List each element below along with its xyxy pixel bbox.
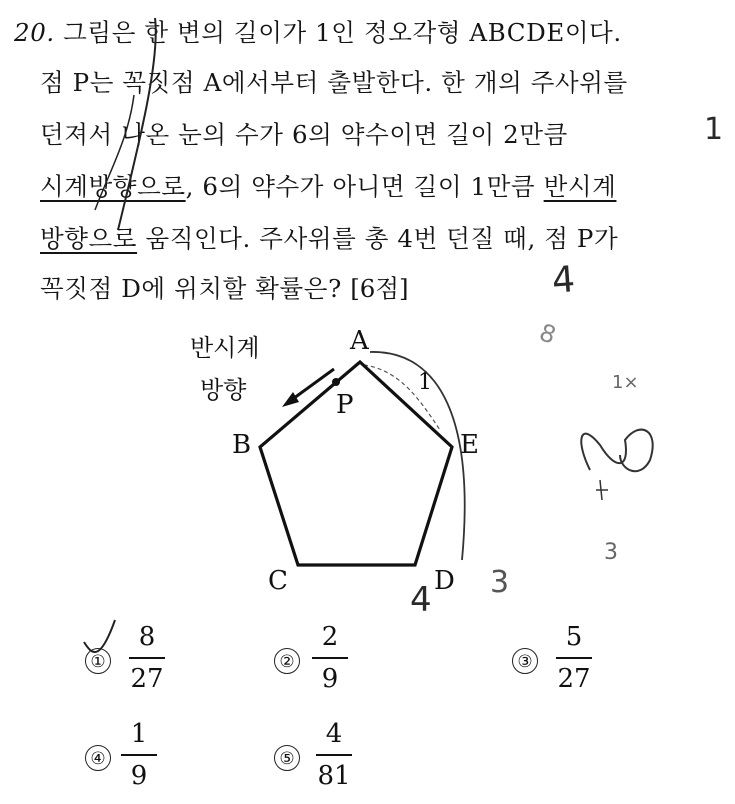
- handwritten-scribble: [581, 430, 652, 472]
- choice-2-mark: ②: [274, 648, 300, 674]
- choice-4-numerator: 1: [130, 719, 148, 749]
- choice-5-fraction: [314, 719, 354, 791]
- choice-2-numerator: 2: [321, 622, 339, 652]
- vertex-a-label: A: [350, 326, 369, 356]
- fraction-bar: [556, 657, 592, 659]
- fraction-bar: [129, 657, 165, 659]
- direction-label-1: 반시계: [190, 334, 260, 362]
- handwritten-margin-1: 1: [704, 112, 724, 147]
- direction-arrow-line: [290, 369, 334, 401]
- choice-1-mark: ①: [85, 648, 111, 674]
- question-line-2: 점 P는 꼭짓점 A에서부터 출발한다. 한 개의 주사위를: [40, 68, 628, 97]
- fraction-bar: [312, 657, 348, 659]
- choice-5-mark: ⑤: [274, 745, 300, 771]
- choice-2-fraction: [310, 622, 350, 694]
- points-label: [6점]: [350, 274, 409, 303]
- choice-5-denominator: 81: [317, 761, 351, 791]
- clockwise-underlined: 시계방향으로: [40, 172, 186, 201]
- question-text-1: 그림은 한 변의 길이가 1인 정오각형 ABCDE이다.: [63, 18, 622, 47]
- point-p-label: P: [336, 390, 354, 420]
- direction-label-2: 방향: [200, 376, 247, 404]
- choice-3-denominator: 27: [557, 664, 591, 694]
- choice-4-denominator: 9: [130, 761, 148, 791]
- vertex-b-label: B: [232, 430, 252, 460]
- side-length-label: 1: [418, 370, 432, 395]
- choice-1-numerator: 8: [138, 622, 156, 652]
- choice-4-mark: ④: [85, 745, 111, 771]
- fraction-bar: [316, 754, 352, 756]
- choice-1-fraction: [127, 622, 167, 694]
- fraction-bar: [121, 754, 157, 756]
- vertex-e-label: E: [460, 430, 479, 460]
- question-text-4: , 6의 약수가 아니면 길이 1만큼: [185, 172, 544, 201]
- question-line-3: 던져서 나온 눈의 수가 6의 약수이면 길이 2만큼: [40, 120, 568, 149]
- choice-2-denominator: 9: [321, 664, 339, 694]
- choice-3-numerator: 5: [565, 622, 583, 652]
- vertex-c-label: C: [268, 566, 288, 596]
- handwritten-note: 1×: [612, 372, 639, 393]
- counterclockwise-underlined: 반시계: [543, 172, 617, 201]
- handwritten-near-d: 3: [490, 565, 510, 600]
- choice-3-mark: ③: [512, 648, 538, 674]
- handwritten-mid-right: 3: [604, 540, 618, 565]
- handwritten-answer-4: 4: [550, 259, 577, 302]
- choice-3-fraction: [554, 622, 594, 694]
- question-text-6: 꼭짓점 D에 위치할 확률은?: [40, 274, 351, 303]
- direction-underlined: 방향으로: [40, 224, 138, 253]
- direction-arrow-head: [282, 392, 299, 407]
- question-text-5: 움직인다. 주사위를 총 4번 던질 때, 점 P가: [137, 224, 619, 253]
- handwritten-below-d: 4: [410, 580, 432, 620]
- handwritten-8: 8: [535, 318, 560, 350]
- pen-stroke-2: [95, 95, 134, 210]
- question-number: 20.: [14, 18, 55, 47]
- pen-stroke: [118, 18, 156, 230]
- choice-4-fraction: [119, 719, 159, 791]
- vertex-d-label: D: [434, 566, 455, 596]
- point-p-dot: [332, 378, 340, 386]
- choice-1-denominator: 27: [130, 664, 164, 694]
- choice-5-numerator: 4: [325, 719, 343, 749]
